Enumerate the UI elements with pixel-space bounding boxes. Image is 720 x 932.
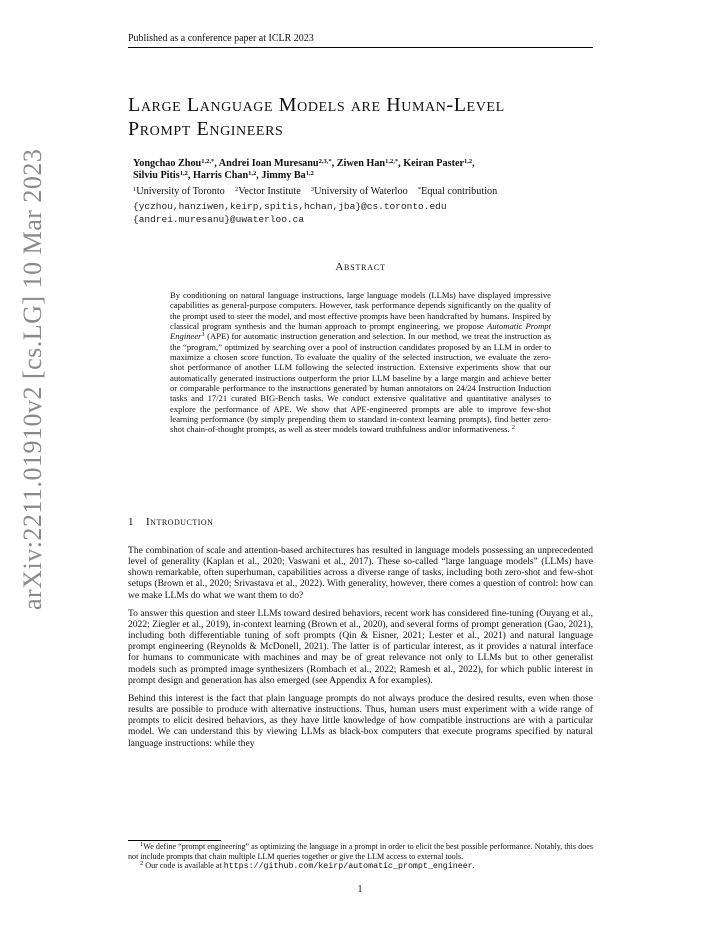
title-line-2: Prompt Engineers <box>128 118 284 140</box>
affiliation-mark: 3 <box>310 186 315 193</box>
affiliation-mark: * <box>417 186 422 193</box>
author-name: Harris Chan <box>192 170 249 181</box>
author-name: Yongchao Zhou <box>133 158 202 169</box>
affiliation: Equal contribution <box>421 186 498 197</box>
paragraph: The combination of scale and attention-based architectures has resulted in language models possessing an unprecedented level of generality (Kaplan et al., 2020; Vaswani et al., 2017). These so-called “large language models” (LLMs) have shown remarkable, often superhuman, capabilities across a diverse range of tasks, including both zero-shot and few-shot setups (Brown et al., 2020; Srivastava et al., 2022). With generality, however, there comes a question of control: how can we make LLMs do what we want them to do? <box>128 545 593 601</box>
footnote <box>128 861 593 872</box>
body-text <box>128 545 593 756</box>
page-number: 1 <box>357 884 363 895</box>
email-line: {andrei.muresanu}@uwaterloo.ca <box>133 214 305 225</box>
abstract-text-part: (APE) for automatic instruction generation and selection. In our method, we treat the instruction as the “program,” optimized by searching over a pool of instruction candidates proposed by an LLM in order to maximize a chosen score function. To evaluate the quality of the selected instruction, we evaluate the zero-shot performance of another LLM following the selected instruction. Extensive experiments show that our automatically generated instructions outperform the prior LLM baseline by a large margin and achieve better or comparable performance to the instructions generated by human annotators on 24/24 Instruction Induction tasks and 17/21 curated BIG-Bench tasks. We conduct extensive qualitative and quantitative analyses to explore the performance of APE. We show that APE-engineered prompts are able to improve few-shot learning performance (by simply prepending them to standard in-context learning prompts), find better zero-shot chain-of-thought prompts, as well as steer models toward truthfulness and/or informativeness. <box>170 331 551 435</box>
author-name: Andrei Ioan Muresanu <box>218 158 319 169</box>
running-header: Published as a conference paper at ICLR 2023 <box>128 33 593 48</box>
footnote <box>128 842 593 861</box>
affiliation-mark: 2 <box>234 186 239 193</box>
footnote-mark: 1 <box>201 331 205 339</box>
arxiv-identifier: arXiv:2211.01910v2 [cs.LG] 10 Mar 2023 <box>18 148 47 610</box>
abstract-text <box>170 290 551 435</box>
section-number: 1 <box>128 516 134 528</box>
author-affiliation-mark: 1,2 <box>179 170 188 177</box>
author-affiliation-mark: 1,2 <box>464 158 473 165</box>
section-title: Introduction <box>146 516 214 528</box>
footnote-mark: 2 <box>511 424 516 432</box>
author-name: Jimmy Ba <box>261 170 306 181</box>
email-line: {yczhou,hanziwen,keirp,spitis,hchan,jba}@cs.toronto.edu <box>133 201 447 212</box>
affiliations <box>133 186 603 198</box>
author-affiliation-mark: 2,3,* <box>318 158 332 165</box>
footnote-text: Our code is available at <box>145 861 224 871</box>
affiliation-mark: 1 <box>133 186 137 193</box>
footnote-mark: 2 <box>140 860 144 868</box>
footnote-text: We define “prompt engineering” as optimizing the language in a prompt in order to elicit the best possible performance. Notably, this does not include prompts that chain multiple LLM queries together or give the LLM access to external tools. <box>128 842 593 861</box>
code-repository-link[interactable]: https://github.com/keirp/automatic_prompt_engineer <box>223 862 473 872</box>
affiliation: Vector Institute <box>238 186 301 197</box>
author-name: Ziwen Han <box>336 158 386 169</box>
author-name: Keiran Paster <box>403 158 465 169</box>
method-name: Automatic Prompt Engineer <box>170 321 551 342</box>
author-affiliation-mark: 1,2 <box>305 170 314 177</box>
footnotes <box>128 842 593 872</box>
paragraph: To answer this question and steer LLMs toward desired behaviors, recent work has considered fine-tuning (Ouyang et al., 2022; Ziegler et al., 2019), in-context learning (Brown et al., 2020), and several forms of prompt generation (Gao, 2021), including both differentiable tuning of soft prompts (Qin & Eisner, 2021; Lester et al., 2021) and natural language prompt engineering (Reynolds & McDonell, 2021). The latter is of particular interest, as it provides a natural interface for humans to communicate with machines and may be of great relevance not only to LLMs but to other generalist models such as prompted image synthesizers (Rombach et al., 2022; Ramesh et al., 2022), for which public interest in prompt design and generation has also emerged (see Appendix A for examples). <box>128 607 593 686</box>
author-affiliation-mark: 1,2 <box>248 170 257 177</box>
author-list: Yongchao Zhou$^{1,2,*}$, Andrei Ioan Muresanu$^{2,3,*}$, Ziwen Han$^{1,2,*}$, Keiran Paster$^{1,2}$, Silviu Pitis$^{1,2}$, Harris Chan$^{1,2}$, Jimmy Ba$^{1,2}$ <box>133 158 475 181</box>
abstract-text-part: By conditioning on natural language instructions, large language models (LLMs) have displayed impressive capabilities as general-purpose computers. However, task performance depends significantly on the quality of the prompt used to steer the model, and most effective prompts have been handcrafted by humans. Inspired by classical program synthesis and the human approach to prompt engineering, we propose <box>170 290 551 332</box>
section-heading <box>128 516 213 528</box>
author-affiliation-mark: 1,2,* <box>201 158 215 165</box>
footnote-text: . <box>472 861 475 871</box>
affiliation: University of Toronto <box>136 186 225 197</box>
paper-title <box>128 93 608 141</box>
footnote-mark: 1 <box>140 841 144 848</box>
author-emails <box>133 200 603 226</box>
author-name: Silviu Pitis <box>133 170 180 181</box>
affiliation: University of Waterloo <box>314 186 408 197</box>
paragraph: Behind this interest is the fact that plain language prompts do not always produce the desired results, even when those results are possible to produce with alternative instructions. Thus, human users must experiment with a wide range of prompts to elicit desired behaviors, as they have little knowledge of how compatible instructions are with a particular model. We can understand this by viewing LLMs as black-box computers that execute programs specified by natural language instructions: while they <box>128 692 593 749</box>
author-affiliation-mark: 1,2,* <box>385 158 399 165</box>
title-line-1: Large Language Models are Human-Level <box>128 94 505 116</box>
abstract-heading: Abstract <box>335 261 386 273</box>
